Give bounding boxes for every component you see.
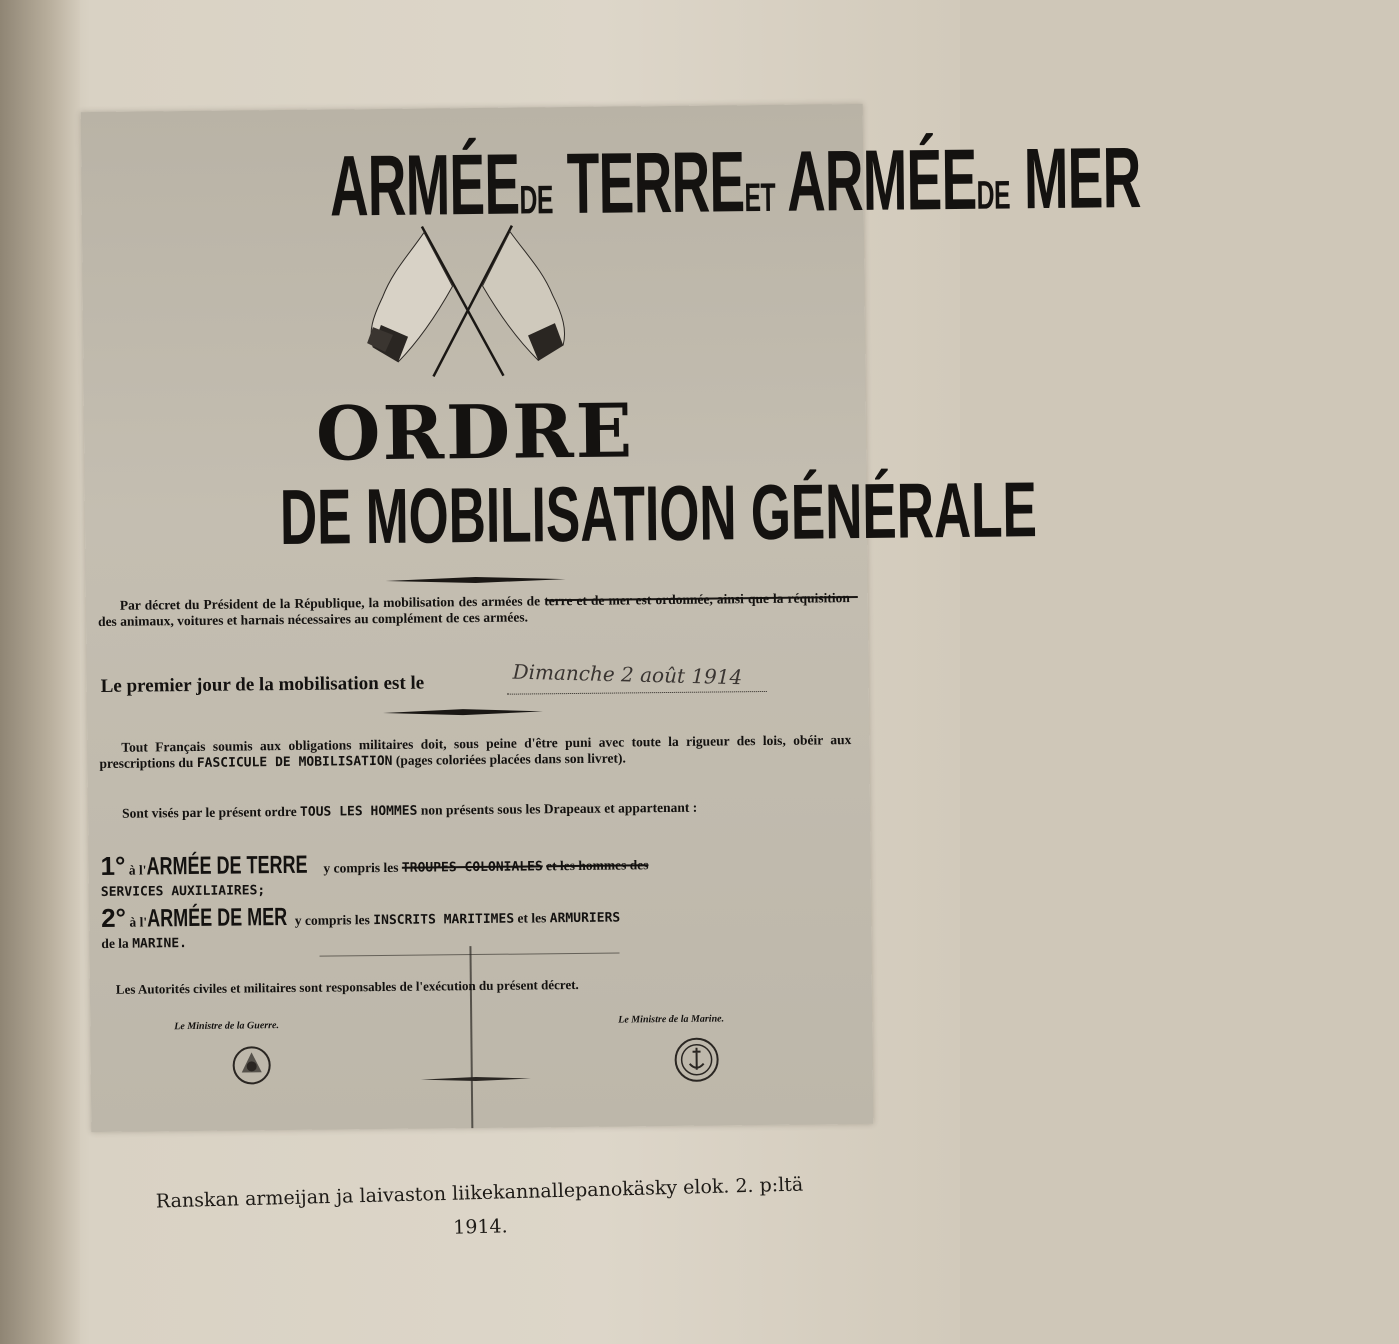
item2-prefix: à l' bbox=[129, 914, 148, 930]
signature-marine: Le Ministre de la Marine. bbox=[618, 1013, 725, 1026]
caption-line-2: 1914. bbox=[452, 1215, 508, 1239]
item1-compris: y compris les bbox=[323, 859, 399, 876]
title-de-1: DE bbox=[519, 178, 553, 223]
item2-marine: MARINE. bbox=[132, 936, 188, 952]
premier-jour-label: Le premier jour de la mobilisation est le bbox=[100, 672, 425, 697]
heading-mobilisation bbox=[84, 465, 1038, 565]
ornament-divider-2-icon bbox=[383, 707, 543, 717]
crossed-flags-icon bbox=[352, 225, 584, 387]
item2-inscrits: INSCRITS MARITIMES bbox=[373, 911, 515, 929]
date-dotted-line bbox=[507, 691, 767, 695]
ornament-bottom-icon bbox=[421, 1075, 531, 1082]
item1-number: 1° bbox=[100, 850, 126, 881]
seal-marine-icon bbox=[670, 1033, 723, 1086]
vises-paragraph bbox=[100, 798, 852, 823]
title-armee-2: ARMÉE bbox=[786, 131, 977, 230]
obligations-paragraph bbox=[99, 732, 851, 773]
book-gutter bbox=[0, 0, 80, 1344]
item-armee-de-terre bbox=[100, 848, 860, 903]
item2-de-la: de la bbox=[101, 935, 129, 951]
ornament-divider-icon bbox=[386, 575, 566, 585]
obligations-text-1: Tout Français soumis aux obligations militaires doit, sous peine d'être puni avec toute la rigueur des lois, obéir aux prescriptions du bbox=[99, 732, 852, 771]
caption-line-1: Ranskan armeijan ja laivaston liikekannallepanokäsky elok. 2. p:ltä bbox=[155, 1173, 804, 1213]
heading-ordre: ORDRE bbox=[315, 388, 635, 478]
fascicule-text: FASCICULE DE MOBILISATION bbox=[196, 753, 393, 771]
title-mer: MER bbox=[1023, 130, 1142, 228]
title-terre: TERRE bbox=[566, 134, 745, 233]
poster-title bbox=[81, 130, 1142, 239]
title-armee-1: ARMÉE bbox=[329, 136, 520, 235]
autorites-paragraph: Les Autorités civiles et militaires sont responsables de l'exécution du présent décret. bbox=[115, 976, 579, 997]
fold-line-vertical bbox=[469, 946, 472, 1128]
tous-les-hommes: TOUS LES HOMMES bbox=[299, 803, 418, 820]
seal-guerre-icon bbox=[226, 1040, 277, 1091]
item1-prefix: à l' bbox=[128, 862, 147, 878]
item1-services: SERVICES AUXILIAIRES; bbox=[100, 883, 266, 900]
handwritten-date: Dimanche 2 août 1914 bbox=[512, 659, 743, 690]
item1-et: et les hommes des bbox=[546, 857, 649, 874]
item2-number: 2° bbox=[100, 902, 127, 933]
item1-troupes: TROUPES COLONIALES bbox=[401, 859, 543, 876]
vises-text-1: Sont visés par le présent ordre bbox=[121, 803, 297, 821]
item2-compris: y compris les bbox=[294, 912, 370, 928]
mobilisation-poster bbox=[81, 104, 1142, 1132]
title-de-2: DE bbox=[976, 173, 1011, 218]
item2-army: ARMÉE DE MER bbox=[146, 903, 288, 933]
signature-guerre: Le Ministre de la Guerre. bbox=[174, 1020, 280, 1033]
item1-army: ARMÉE DE TERRE bbox=[146, 850, 308, 881]
vises-text-2: non présents sous les Drapeaux et appartenant : bbox=[420, 799, 698, 818]
decree-paragraph: Par décret du Président de la République, la mobilisation des armées de terre et de mer est ordonnée, ainsi que la réquisition des animaux, voitures et harnais nécessaires au complément de ces armées. bbox=[97, 590, 850, 629]
obligations-text-2: (pages coloriées placées dans son livret). bbox=[395, 750, 626, 768]
title-et: ET bbox=[744, 175, 776, 221]
heading-mobilisation-text: DE MOBILISATION GÉNÉRALE bbox=[279, 465, 1038, 562]
item-armee-de-mer bbox=[101, 900, 861, 955]
item2-et: et les bbox=[517, 910, 547, 926]
item2-armuriers: ARMURIERS bbox=[549, 910, 621, 927]
